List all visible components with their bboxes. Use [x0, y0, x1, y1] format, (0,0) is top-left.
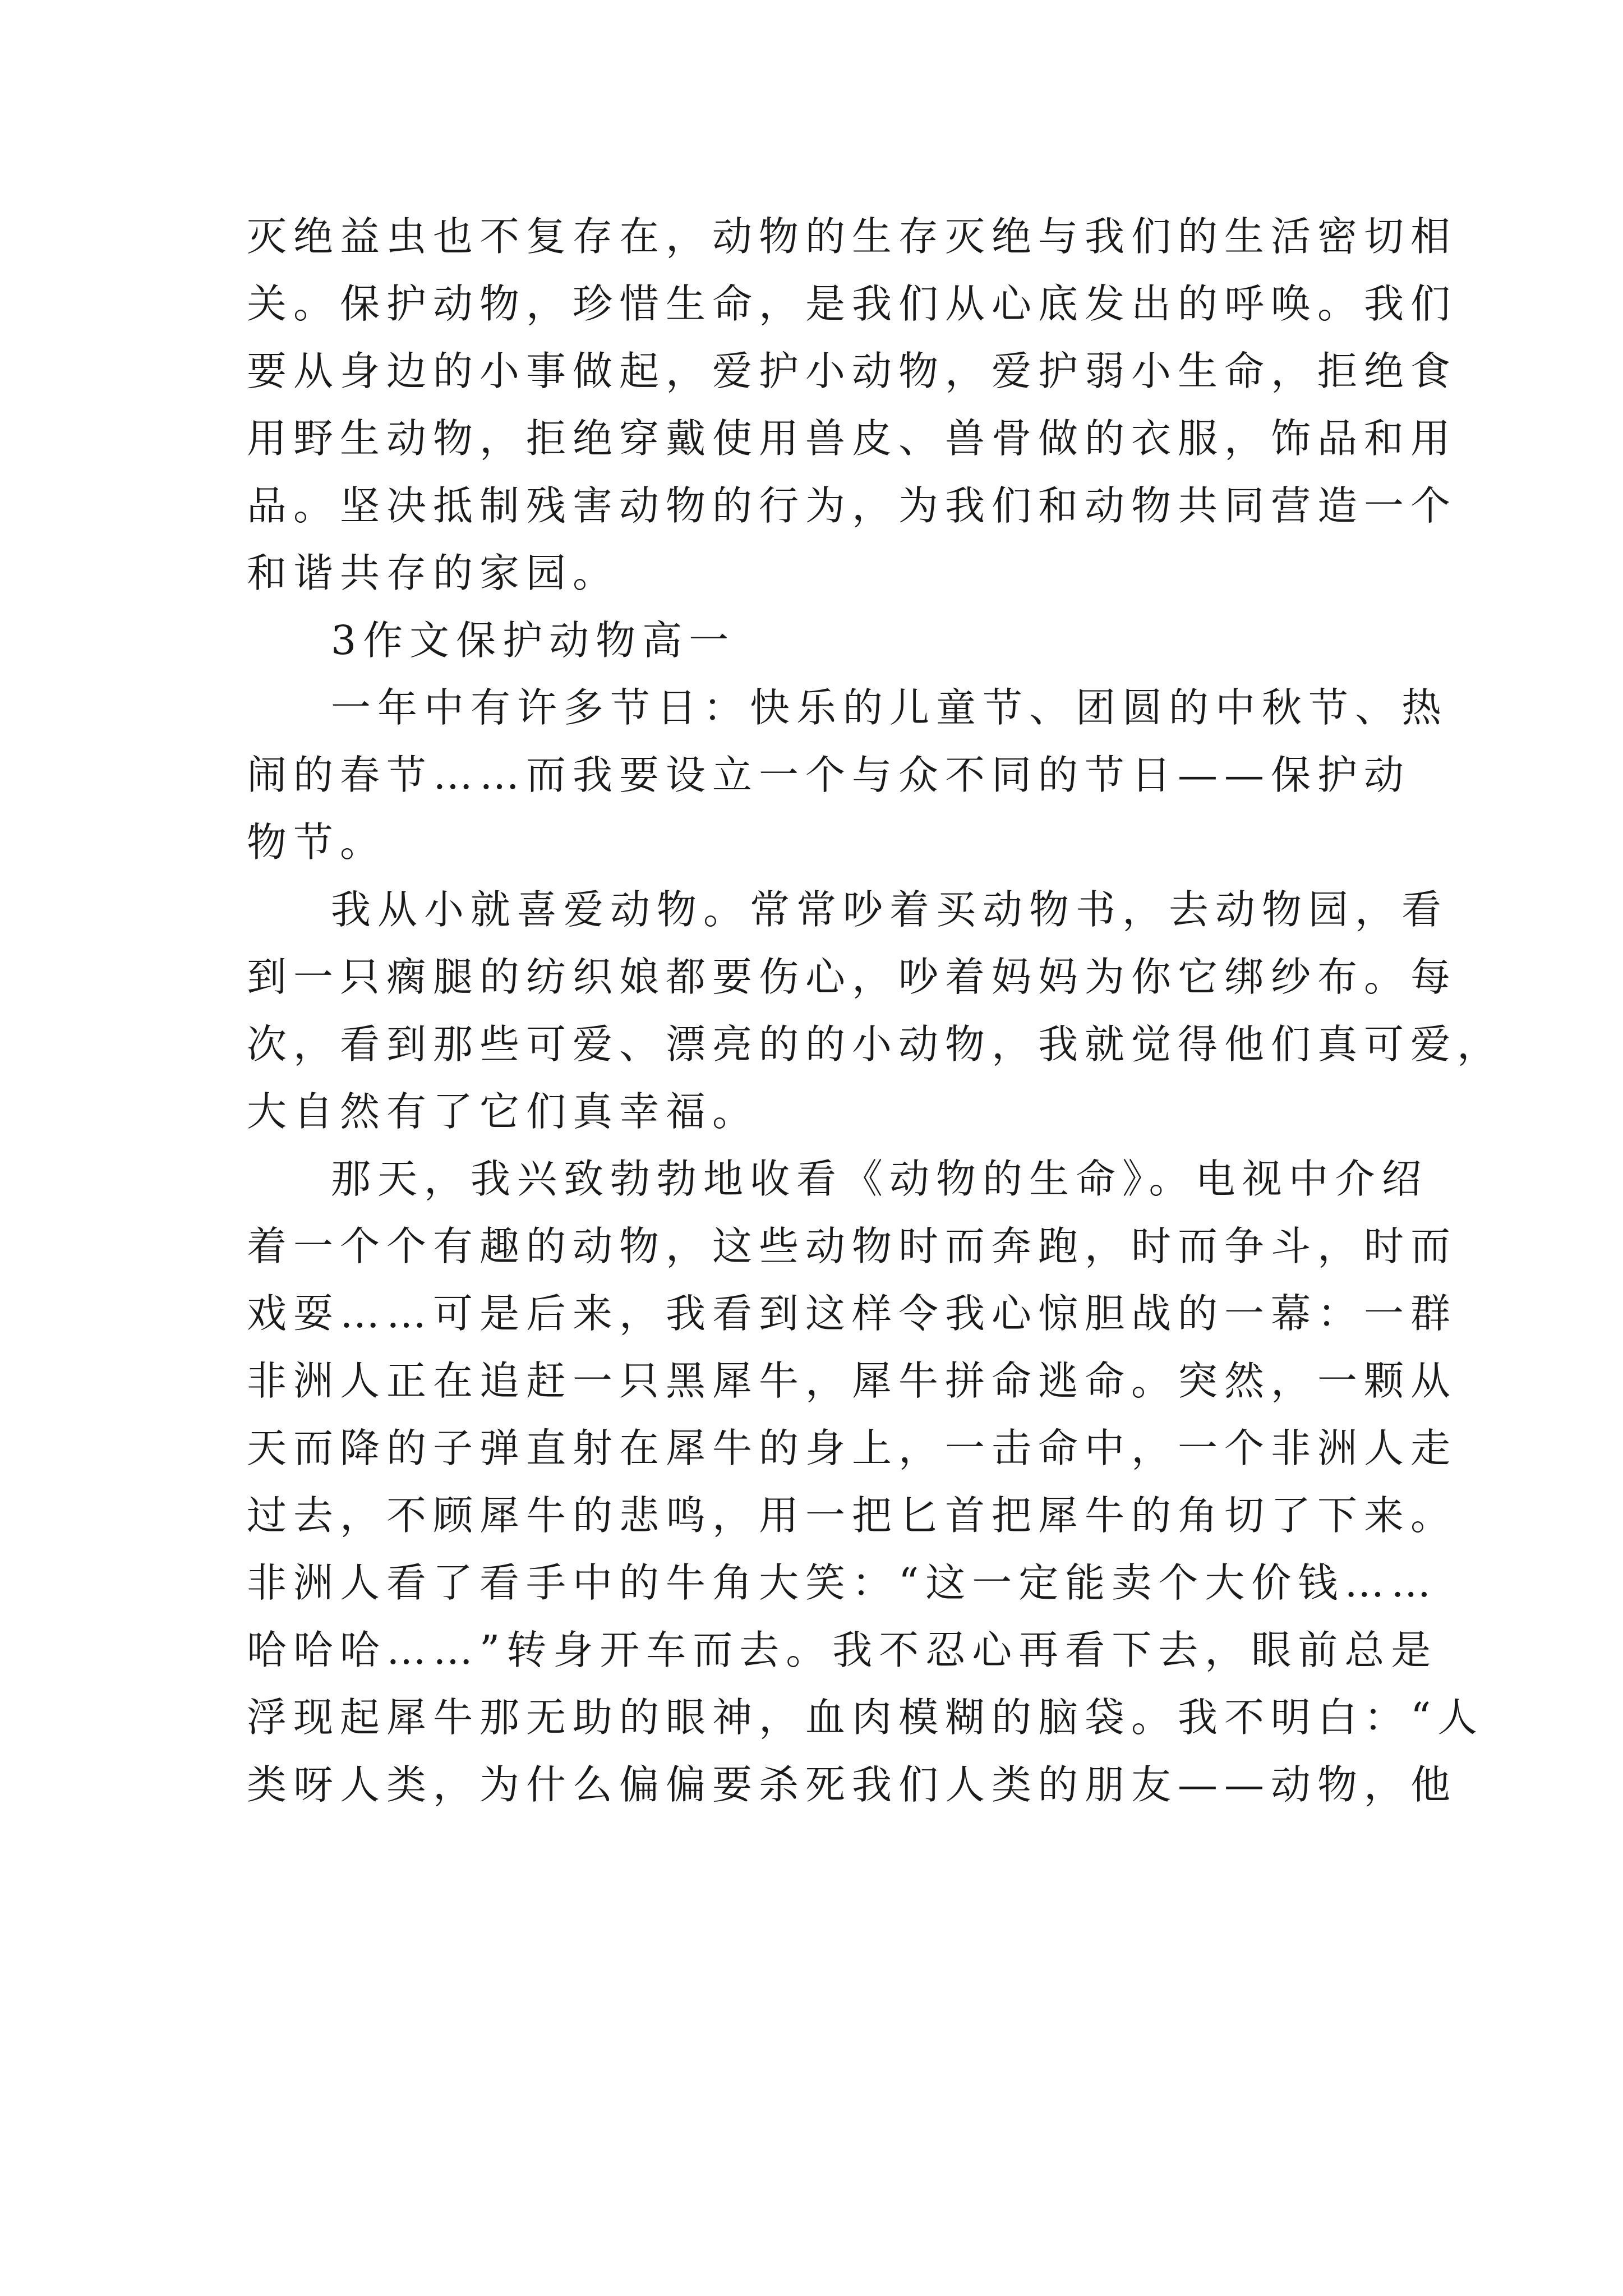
- text-line: 物节。: [247, 819, 387, 866]
- text-line: 非洲人看了看手中的牛角大笑：“这一定能卖个大价钱……: [247, 1559, 1438, 1606]
- section-heading: 3作文保护动物高一: [331, 617, 736, 664]
- text-line: 要从身边的小事做起，爱护小动物，爱护弱小生命，拒绝食: [247, 348, 1458, 394]
- text-line: 品。坚决抵制残害动物的行为，为我们和动物共同营造一个: [247, 482, 1458, 529]
- text-line: 那天，我兴致勃勃地收看《动物的生命》。电视中介绍: [331, 1156, 1428, 1202]
- text-line: 用野生动物，拒绝穿戴使用兽皮、兽骨做的衣服，饰品和用: [247, 415, 1458, 462]
- text-line: 灭绝益虫也不复存在，动物的生存灭绝与我们的生活密切相: [247, 213, 1458, 260]
- text-line: 次，看到那些可爱、漂亮的的小动物，我就觉得他们真可爱，: [247, 1021, 1504, 1068]
- text-line: 着一个个有趣的动物，这些动物时而奔跑，时而争斗，时而: [247, 1223, 1458, 1269]
- text-line: 浮现起犀牛那无助的眼神，血肉模糊的脑袋。我不明白：“人: [247, 1694, 1484, 1741]
- body-text: [247, 203, 1504, 1819]
- text-line: 过去，不顾犀牛的悲鸣，用一把匕首把犀牛的角切了下来。: [247, 1492, 1458, 1539]
- text-line: 到一只瘸腿的纺织娘都要伤心，吵着妈妈为你它绑纱布。每: [247, 954, 1458, 1000]
- text-line: 戏耍……可是后来，我看到这样令我心惊胆战的一幕：一群: [247, 1290, 1458, 1337]
- text-line: 关。保护动物，珍惜生命，是我们从心底发出的呼唤。我们: [247, 280, 1458, 327]
- text-line: 闹的春节……而我要设立一个与众不同的节日——保护动: [247, 752, 1411, 798]
- text-line: 大自然有了它们真幸福。: [247, 1088, 759, 1135]
- text-line: 天而降的子弹直射在犀牛的身上，一击命中，一个非洲人走: [247, 1425, 1458, 1471]
- text-line: 我从小就喜爱动物。常常吵着买动物书，去动物园，看: [331, 886, 1449, 933]
- text-line: 哈哈哈……”转身开车而去。我不忍心再看下去，眼前总是: [247, 1627, 1438, 1673]
- text-line: 一年中有许多节日：快乐的儿童节、团圆的中秋节、热: [331, 684, 1449, 731]
- text-line: 类呀人类，为什么偏偏要杀死我们人类的朋友——动物，他: [247, 1761, 1458, 1808]
- text-line: 非洲人正在追赶一只黑犀牛，犀牛拼命逃命。突然，一颗从: [247, 1358, 1458, 1404]
- text-line: 和谐共存的家园。: [247, 550, 620, 596]
